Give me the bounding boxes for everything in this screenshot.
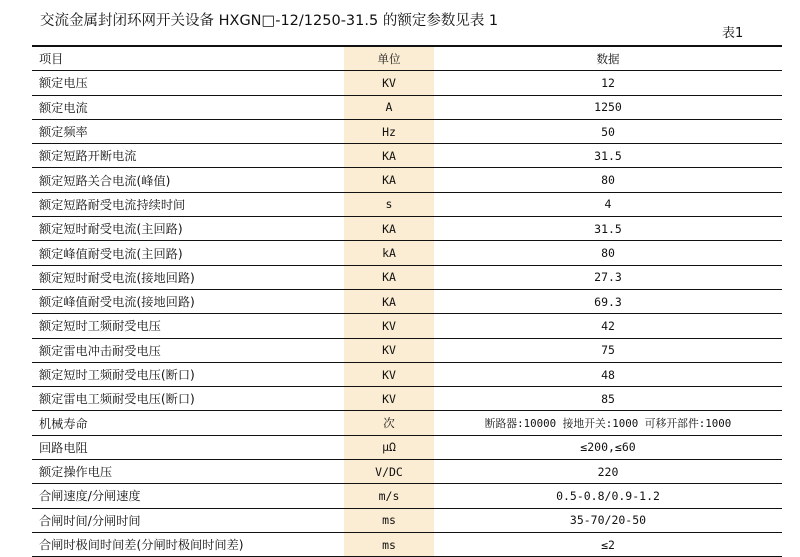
row-item: 额定短时耐受电流(主回路) xyxy=(32,217,344,241)
row-unit: KA xyxy=(344,289,434,313)
row-unit: Hz xyxy=(344,119,434,143)
row-item: 额定雷电冲击耐受电压 xyxy=(32,338,344,362)
row-unit: KV xyxy=(344,71,434,95)
table-row xyxy=(32,217,782,241)
row-unit: KA xyxy=(344,168,434,192)
row-unit: ms xyxy=(344,508,434,532)
column-header-unit: 单位 xyxy=(344,46,434,71)
row-value: 12 xyxy=(434,71,782,95)
row-item: 额定峰值耐受电流(接地回路) xyxy=(32,289,344,313)
table-row xyxy=(32,168,782,192)
row-value: 75 xyxy=(434,338,782,362)
row-value: 0.5-0.8/0.9-1.2 xyxy=(434,484,782,508)
row-item: 合闸时极间时间差(分闸时极间时间差) xyxy=(32,532,344,556)
row-item: 额定频率 xyxy=(32,119,344,143)
row-unit: KV xyxy=(344,387,434,411)
row-value: 4 xyxy=(434,192,782,216)
table-row xyxy=(32,387,782,411)
table-row xyxy=(32,119,782,143)
table-row xyxy=(32,144,782,168)
table-row xyxy=(32,508,782,532)
table-row xyxy=(32,289,782,313)
row-item: 额定短路关合电流(峰值) xyxy=(32,168,344,192)
row-item: 回路电阻 xyxy=(32,435,344,459)
table-label: 表1 xyxy=(722,26,744,41)
row-unit: s xyxy=(344,192,434,216)
row-unit: A xyxy=(344,95,434,119)
row-item: 额定短时工频耐受电压(断口) xyxy=(32,362,344,386)
row-unit: 次 xyxy=(344,411,434,435)
row-unit: V/DC xyxy=(344,460,434,484)
row-item: 额定短时工频耐受电压 xyxy=(32,314,344,338)
row-value: 31.5 xyxy=(434,144,782,168)
row-item: 额定雷电工频耐受电压(断口) xyxy=(32,387,344,411)
row-unit: kA xyxy=(344,241,434,265)
column-header-item: 项目 xyxy=(32,46,344,71)
row-item: 合闸时间/分闸时间 xyxy=(32,508,344,532)
row-unit: KA xyxy=(344,144,434,168)
row-item: 额定电流 xyxy=(32,95,344,119)
parameters-table xyxy=(32,45,782,557)
row-value: 80 xyxy=(434,241,782,265)
row-value: 50 xyxy=(434,119,782,143)
row-item: 额定峰值耐受电流(主回路) xyxy=(32,241,344,265)
row-value: 85 xyxy=(434,387,782,411)
table-row xyxy=(32,314,782,338)
row-value: ≤2 xyxy=(434,532,782,556)
row-unit: m/s xyxy=(344,484,434,508)
row-unit: ms xyxy=(344,532,434,556)
table-row xyxy=(32,265,782,289)
table-row xyxy=(32,484,782,508)
row-unit: KA xyxy=(344,217,434,241)
row-value: ≤200,≤60 xyxy=(434,435,782,459)
table-row xyxy=(32,241,782,265)
table-row xyxy=(32,71,782,95)
table-row xyxy=(32,338,782,362)
document-title: 交流金属封闭环网开关设备 HXGN□-12/1250-31.5 的额定参数见表 1 xyxy=(40,13,499,29)
row-value: 48 xyxy=(434,362,782,386)
row-unit: KV xyxy=(344,362,434,386)
table-row xyxy=(32,362,782,386)
row-unit: μΩ xyxy=(344,435,434,459)
row-value: 1250 xyxy=(434,95,782,119)
table-row xyxy=(32,95,782,119)
column-header-value: 数据 xyxy=(434,46,782,71)
row-item: 机械寿命 xyxy=(32,411,344,435)
row-item: 额定短时耐受电流(接地回路) xyxy=(32,265,344,289)
row-value: 80 xyxy=(434,168,782,192)
row-unit: KV xyxy=(344,338,434,362)
row-item: 额定短路开断电流 xyxy=(32,144,344,168)
row-unit: KV xyxy=(344,314,434,338)
row-item: 额定操作电压 xyxy=(32,460,344,484)
row-value: 35-70/20-50 xyxy=(434,508,782,532)
table-row xyxy=(32,532,782,556)
row-value: 27.3 xyxy=(434,265,782,289)
row-item: 额定短路耐受电流持续时间 xyxy=(32,192,344,216)
table-row xyxy=(32,435,782,459)
row-value: 31.5 xyxy=(434,217,782,241)
row-value: 69.3 xyxy=(434,289,782,313)
row-value: 断路器:10000 接地开关:1000 可移开部件:1000 xyxy=(434,411,782,435)
row-item: 额定电压 xyxy=(32,71,344,95)
table-header-row xyxy=(32,46,782,71)
row-unit: KA xyxy=(344,265,434,289)
table-row xyxy=(32,411,782,435)
row-item: 合闸速度/分闸速度 xyxy=(32,484,344,508)
table-row xyxy=(32,192,782,216)
row-value: 220 xyxy=(434,460,782,484)
table-row xyxy=(32,460,782,484)
row-value: 42 xyxy=(434,314,782,338)
